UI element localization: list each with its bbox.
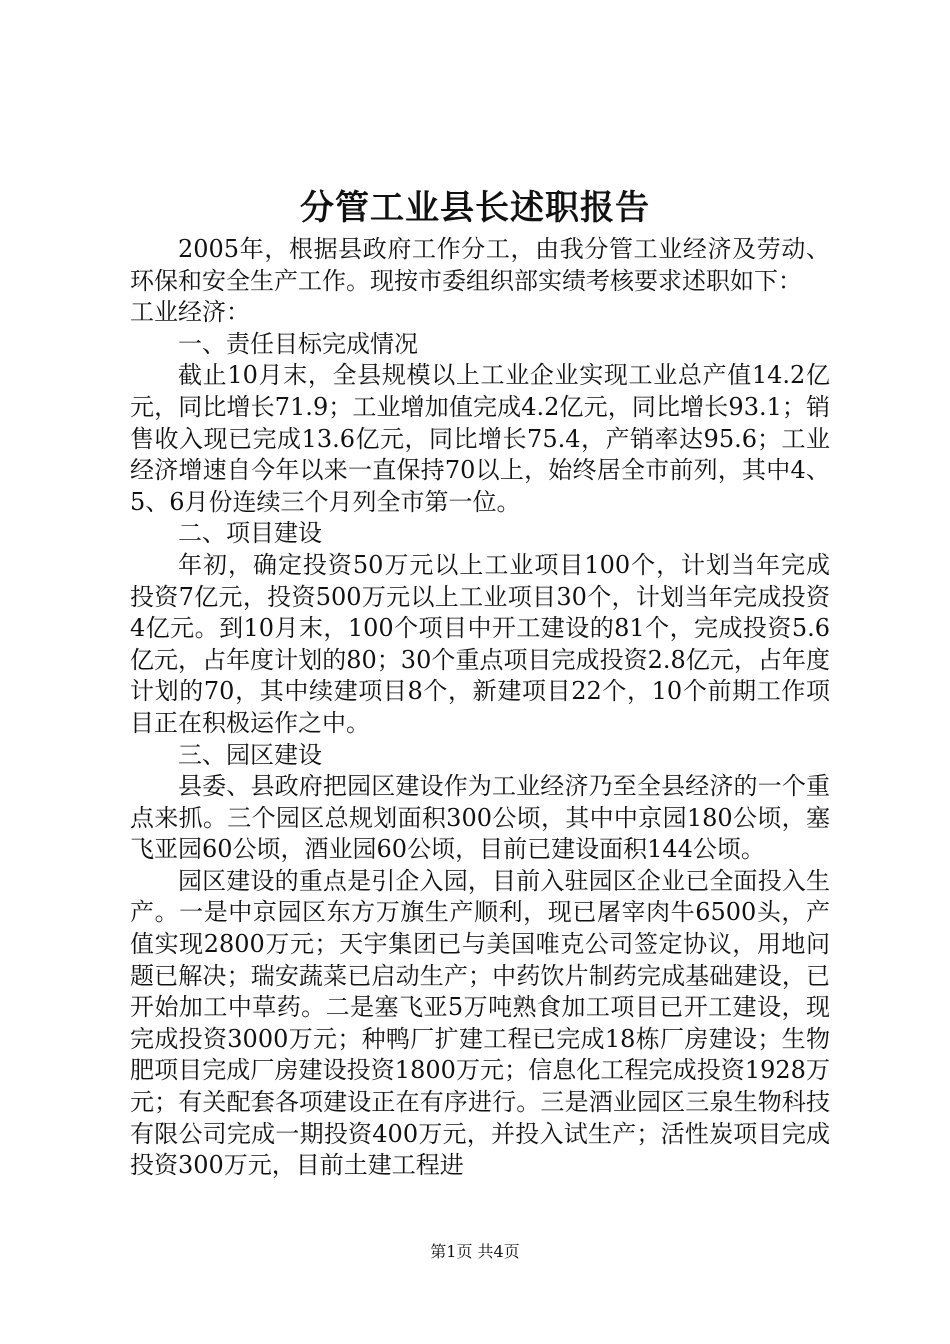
- section-label-industry: 工业经济：: [130, 298, 250, 327]
- heading-parks: 三、园区建设: [178, 740, 322, 769]
- heading-targets: 一、责任目标完成情况: [178, 329, 418, 358]
- document-body: [130, 234, 830, 1182]
- paragraph-parks: 县委、县政府把园区建设作为工业经济乃至全县经济的一个重点来抓。三个园区总规划面积300公顷，其中中京园180公顷，塞飞亚园60公顷，酒业园60公顷，目前已建设面积144公顷。: [130, 772, 830, 864]
- paragraph-intro: 2005年，根据县政府工作分工，由我分管工业经济及劳动、环保和安全生产工作。现按市委组织部实绩考核要求述职如下：: [130, 235, 830, 295]
- heading-projects: 二、项目建设: [178, 519, 322, 548]
- paragraph-targets: 截止10月末，全县规模以上工业企业实现工业总产值14.2亿元，同比增长71.9；工业增加值完成4.2亿元，同比增长93.1；销售收入现已完成13.6亿元，同比增长75.4，产销率达95.6；工业经济增速自今年以来一直保持70以上，始终居全市前列，其中4、5、6月份连续三个月列全市第一位。: [130, 361, 830, 516]
- document-title: 分管工业县长述职报告: [300, 188, 650, 228]
- paragraph-projects: 年初，确定投资50万元以上工业项目100个，计划当年完成投资7亿元，投资500万元以上工业项目30个，计划当年完成投资4亿元。到10月末，100个项目中开工建设的81个，完成投资5.6亿元，占年度计划的80；30个重点项目完成投资2.8亿元，占年度计划的70，其中续建项目8个，新建项目22个，10个前期工作项目正在积极运作之中。: [130, 550, 830, 737]
- page-footer: 第1页 共4页: [430, 1242, 520, 1261]
- paragraph-park-enterprises: 园区建设的重点是引企入园，目前入驻园区企业已全面投入生产。一是中京园区东方万旗生产顺利，现已屠宰肉牛6500头，产值实现2800万元；天宇集团已与美国唯克公司签定协议，用地问题已解决；瑞安蔬菜已启动生产；中药饮片制药完成基础建设，已开始加工中草药。二是塞飞亚5万吨熟食加工项目已开工建设，现完成投资3000万元；种鸭厂扩建工程已完成18栋厂房建设；生物肥项目完成厂房建设投资1800万元；信息化工程完成投资1928万元；有关配套各项建设正在有序进行。三是酒业园区三泉生物科技有限公司完成一期投资400万元，并投入试生产；活性炭项目完成投资300万元，目前土建工程进: [130, 866, 830, 1180]
